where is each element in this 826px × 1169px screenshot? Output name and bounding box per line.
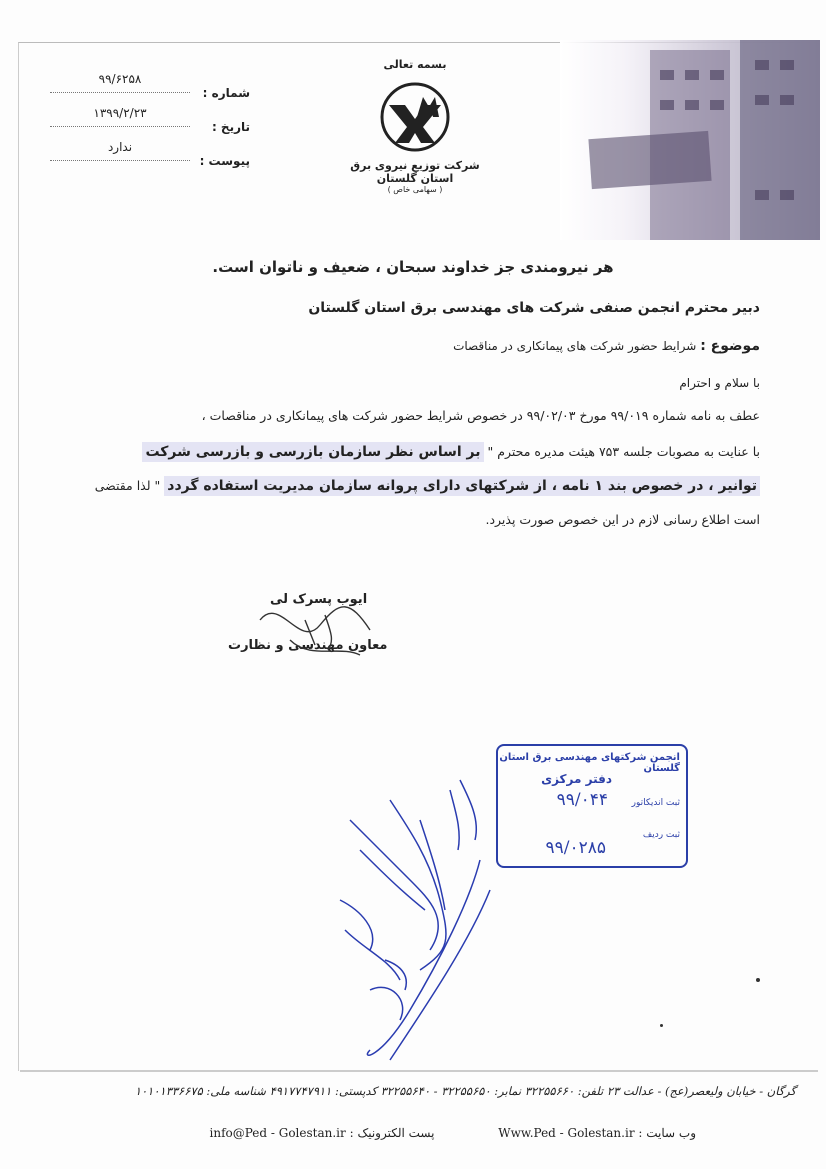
- signer-title: معاون مهندسی و نظارت: [228, 638, 388, 653]
- signature-scribble: [230, 590, 400, 670]
- email-link[interactable]: info@Ped - Golestan.ir: [209, 1126, 346, 1140]
- subject-line: [60, 338, 760, 354]
- company-type: ( سهامی خاص ): [387, 185, 443, 194]
- stamp-org: انجمن شرکتهای مهندسی برق استان گلستان: [499, 752, 680, 774]
- letter-date-label: تاریخ :: [211, 120, 250, 134]
- greeting: با سلام و احترام: [679, 376, 760, 390]
- letter-meta: [40, 72, 250, 174]
- company-name: شرکت توزیع نیروی برق: [350, 159, 480, 172]
- body-line-2: [60, 444, 760, 460]
- bismillah-text: بسمه تعالی: [383, 58, 447, 71]
- subject-text: شرایط حضور شرکت های پیمانکاری در مناقصات: [453, 339, 697, 353]
- logo-emblem-icon: [365, 77, 465, 157]
- website-label: وب سایت :: [638, 1126, 696, 1140]
- body-line-4: است اطلاع رسانی لازم در این خصوص صورت پذیرد.: [485, 512, 760, 527]
- body-line-1: عطف به نامه شماره ۹۹/۰۱۹ مورخ ۹۹/۰۲/۰۳ در خصوص شرایط حضور شرکت های پیمانکاری در مناقصات ،: [201, 408, 760, 423]
- body-line-3: [60, 478, 760, 494]
- company-logo: [340, 58, 490, 228]
- meta-attachment: [40, 140, 250, 174]
- letter-date: ۱۳۹۹/۲/۲۳: [50, 106, 190, 127]
- meta-date: [40, 106, 250, 140]
- footer-address: گرگان - خیابان ولیعصر(عج) - عدالت ۲۳ تلفن: ۳۲۲۵۵۶۶۰ نمابر: ۳۲۲۵۵۶۵۰ - ۳۲۲۵۵۶۴۰ کدپستی: ۴۹۱۷۷۴۷۹۱۱ شناسه ملی: ۱۰۱۰۱۳۳۶۶۷۵: [134, 1084, 796, 1098]
- signer-name: ایوب پسرک لی: [270, 592, 368, 607]
- body-line-3-suffix: " لذا مقتضی: [94, 478, 161, 493]
- stamp-office: دفتر مرکزی: [541, 772, 612, 786]
- letter-number-label: شماره :: [202, 86, 250, 100]
- letter-attachment-label: پیوست :: [199, 154, 250, 168]
- meta-number: [40, 72, 250, 106]
- body-line-2-prefix: با عنایت به مصوبات جلسه ۷۵۳ هیئت مدیره محترم ": [487, 444, 760, 459]
- letter-attachment: ندارد: [50, 140, 190, 161]
- registration-stamp: [496, 744, 688, 868]
- footer-contact: [186, 1126, 696, 1140]
- letter-number: ۹۹/۶۲۵۸: [50, 72, 190, 93]
- website-link[interactable]: Www.Ped - Golestan.ir: [498, 1126, 635, 1140]
- company-province: استان گلستان: [376, 172, 454, 185]
- mark-dot: [660, 1024, 663, 1027]
- footer-divider: [20, 1070, 818, 1072]
- stamp-indicator-label: ثبت اندیکاتور: [631, 798, 680, 808]
- body-line-3-highlight: توانیر ، در خصوص بند ۱ نامه ، از شرکتهای دارای پروانه سازمان مدیریت استفاده گردد: [164, 476, 760, 496]
- mark-dot: [756, 978, 760, 982]
- addressee: دبیر محترم انجمن صنفی شرکت های مهندسی برق استان گلستان: [308, 300, 760, 316]
- stamp-indicator-value: ۹۹/۰۴۴: [556, 790, 608, 810]
- body-line-2-highlight: بر اساس نظر سازمان بازرسی و بازرسی شرکت: [142, 442, 483, 462]
- motto: هر نیرومندی جز خداوند سبحان ، ضعیف و ناتوان است.: [212, 258, 614, 276]
- stamp-row-value: ۹۹/۰۲۸۵: [545, 838, 606, 858]
- email-label: پست الکترونیک :: [349, 1126, 435, 1140]
- header-building-photo: [560, 40, 820, 240]
- handwritten-note: [330, 760, 510, 1070]
- stamp-row-label: ثبت ردیف: [642, 830, 680, 840]
- subject-label: موضوع :: [700, 338, 760, 354]
